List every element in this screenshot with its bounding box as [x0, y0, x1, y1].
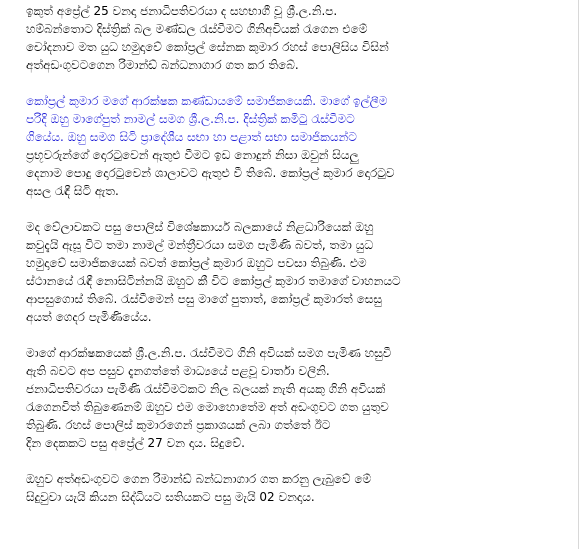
text-line: හමුදාවේ සමාජිකයෙක් බවත් කෝප්‍රල් කුමාර ඔහුට පවසා තිබුණි. එම [26, 256, 367, 270]
text-line: සිදුවුවා යැයි කියන සිද්ධියට සතියකට පසු මැයි 02 වනදාය. [26, 490, 315, 504]
text-line: ඉකුත් අප්‍රේල් 25 වනදා ජනාධිපතිවරයා ද සහභාගී වූ ශ්‍රී.ල.නි.ප. [26, 4, 338, 18]
highlighted-text-line: ගියේය. ඔහු සමග සිටි ප්‍රාදේශීය සභා හා පළාත් සභා සමාජිකයන්ට [26, 130, 357, 144]
paragraph-gap [26, 74, 565, 92]
text-line: ස්ථානයේ රැඳී නොසිටින්නයි ඔහුට කී විට කෝප්‍රල් කුමාර තමාගේ වාහනයට [26, 274, 401, 288]
text-line: අයත් ගෙදර පැමිණියේය. [26, 310, 152, 324]
text-line: හම්බන්තොට දිස්ත්‍රික් බල මණ්ඩල රැස්වීමට ගිනිඅවියක් රැගෙන එමේ [26, 22, 368, 36]
paragraph-media-reports [26, 344, 565, 452]
highlighted-text-line: කෝප්‍රල් කුමාර මගේ ආරක්ෂක කණ්ඩායමේ සමාජිකයෙකි. මාගේ ඉල්ලීම [26, 94, 388, 108]
text-line: කවුදැයි ඇසූ විට තමා නාමල් මන්ත්‍රීවරයා සමග පැමිණි බවත්, තමා යුධ [26, 238, 374, 252]
text-line: ප්‍රභූවරුන්ගේ දොරටුවෙන් ඇතුළු වීමට ඉඩ නොදුන් නිසා ඔවුන් සියලු [26, 148, 359, 162]
paragraph-gap [26, 452, 565, 470]
paragraph-remand-date [26, 470, 565, 506]
text-line: මාගේ ආරක්ෂකයෙක් ශ්‍රී.ල.නි.ප. රැස්වීමට ගිනි අවියක් සමග පැමිණ හසුවී [26, 346, 392, 360]
text-line: දෙනාම පොදු දොරටුවෙන් ශාලාවට ඇතුළු වී තිබේ. කෝප්‍රල් කුමාර දොරටුව [26, 166, 395, 180]
paragraph-gap [26, 200, 565, 218]
text-line: මද වේලාවකට පසු පොලිස් විශේෂකාර්ය බලකායේ නිළධාරියෙක් ඔහු [26, 220, 374, 234]
highlighted-text-line: පරිදි ඔහු මාගේපුත් නාමල් සමග ශ්‍රී.ල.නි.ප. දිස්ත්‍රික් කමිටු රැස්වීමට [26, 112, 355, 126]
paragraph-gap [26, 326, 565, 344]
paragraph-arrest-report [26, 2, 565, 74]
text-line: ඔහුව අත්අඩංගුවට ගෙන රිමාන්ඩ් බන්ධනාගාර ගත කරනු ලැබුවේ මේ [26, 472, 372, 486]
text-line: දින දෙකකට පසු අප්‍රේල් 27 වන දාය. සිදුවේ. [26, 436, 245, 450]
text-line: අසල රැඳී සිටි ඇත. [26, 184, 119, 198]
paragraph-highlighted-statement [26, 92, 565, 200]
text-line: තිබුණි. රහස් පොලිස් කුමාරගෙන් ප්‍රකාශයක් ලබා ගත්තේ ඊට [26, 418, 331, 432]
paragraph-police-encounter [26, 218, 565, 326]
text-line: අත්අඩංගුවටගෙන රිමාන්ඩ් බන්ධනාගාර ගත කර තිබේ. [26, 58, 299, 72]
text-line: රැගෙනවිත් තිබුණෙනම් ඔහුව එම මොහොතේම අත් අඩංගුවට ගත යුතුව [26, 400, 389, 414]
text-line: චෝදනාව මත යුධ හමුදාවේ කෝප්‍රල් සේනක කුමාර රහස් පොලිසිය විසින් [26, 40, 389, 54]
text-line: ජනාධිපතිවරයා පැමිණි රැස්වීමටකට නිල බලයක් නැති අයකු ගිනි අවියක් [26, 382, 386, 396]
text-line: ඇති බවට අප පසුව දැනගත්තේ මාධ්‍යයේ පළවූ වාර්තා වලිනි. [26, 364, 330, 378]
text-line: ආපසුගොස් තිබේ. රැස්වීමෙන් පසු මාගේ පුතාත්, කෝප්‍රල් කුමාරත් සෙසු [26, 292, 382, 306]
